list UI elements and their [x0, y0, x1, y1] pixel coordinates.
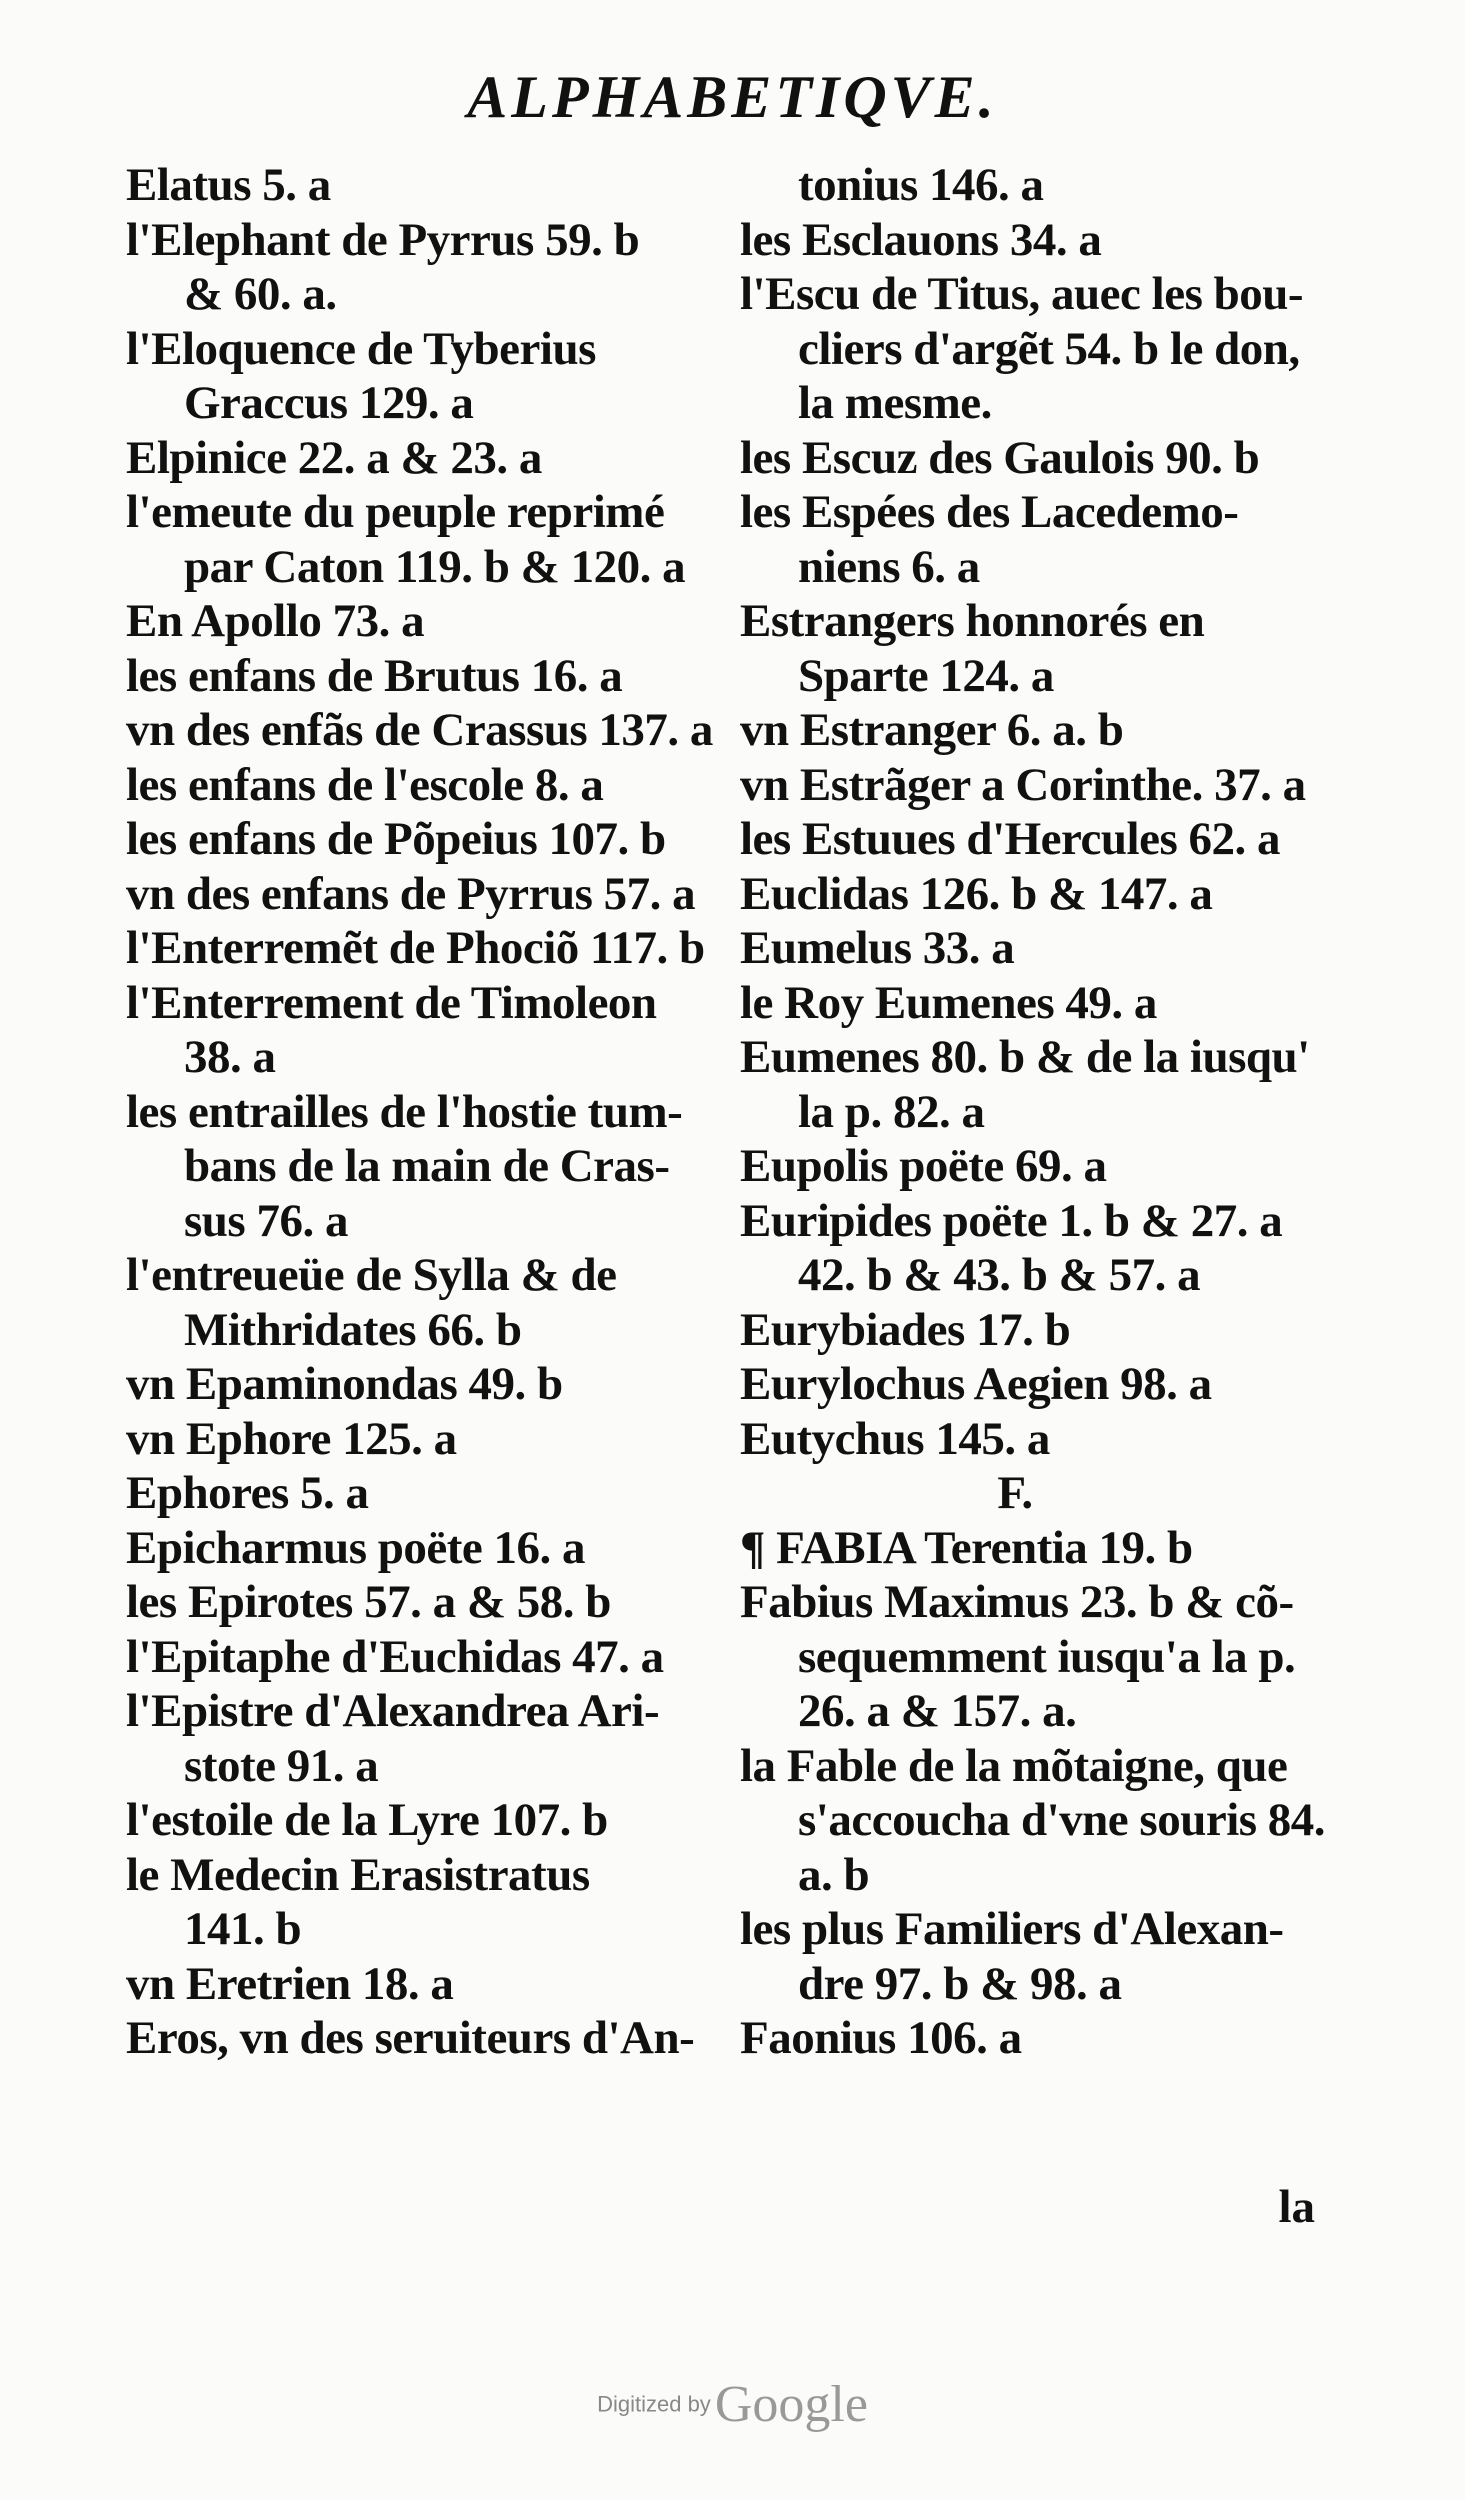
index-entry: Faonius 106. a	[740, 2012, 1022, 2064]
index-entry: Ephores 5. a	[126, 1467, 369, 1519]
index-entry: l'Epitaphe d'Euchidas 47. a	[126, 1630, 664, 1683]
index-entry: les enfans de Põpeius 107. b	[126, 813, 666, 865]
page-header: ALPHABETIQVE.	[467, 64, 998, 130]
index-entry: bans de la main de Cras-	[184, 1140, 670, 1192]
index-entry: la p. 82. a	[798, 1085, 985, 1138]
index-entry: l'Elephant de Pyrrus 59. b	[126, 213, 640, 266]
index-entry: l'entreueüe de Sylla & de	[126, 1249, 617, 1301]
index-column-left	[126, 158, 716, 2066]
index-entry: dre 97. b & 98. a	[798, 1957, 1122, 2010]
index-entry: vn des enfãs de Crassus 137. a	[126, 704, 713, 756]
index-entry: l'Epistre d'Alexandrea Ari-	[126, 1685, 660, 1737]
index-entry: En Apollo 73. a	[126, 595, 425, 647]
index-entry: ¶ FABIA Terentia 19. b	[740, 1521, 1193, 1574]
index-entry: Epicharmus poëte 16. a	[126, 1521, 585, 1574]
index-entry: par Caton 119. b & 120. a	[184, 540, 686, 593]
index-entry: a. b	[798, 1848, 870, 1901]
index-entry: Mithridates 66. b	[184, 1303, 522, 1356]
index-entry: Euclidas 126. b & 147. a	[740, 867, 1213, 920]
index-entry: les entrailles de l'hostie tum-	[126, 1085, 683, 1138]
index-entry: Elatus 5. a	[126, 159, 331, 211]
index-entry: l'Enterrement de Timoleon	[126, 976, 657, 1029]
index-entry: vn Epaminondas 49. b	[126, 1358, 563, 1410]
index-entry: vn Ephore 125. a	[126, 1412, 457, 1465]
scan-credit-brand: Google	[714, 2376, 868, 2433]
index-entry: l'Enterremẽt de Phociõ 117. b	[126, 922, 705, 974]
index-entry: niens 6. a	[798, 540, 980, 593]
index-entry: Eutychus 145. a	[740, 1412, 1050, 1465]
index-entry: tonius 146. a	[798, 159, 1044, 211]
index-entry: vn Estranger 6. a. b	[740, 704, 1124, 756]
index-entry: l'Eloquence de Tyberius	[126, 322, 596, 375]
scan-credit	[0, 2375, 1465, 2434]
index-entry: le Medecin Erasistratus	[126, 1848, 590, 1901]
index-entry: 38. a	[184, 1031, 276, 1083]
index-entry: les plus Familiers d'Alexan-	[740, 1903, 1284, 1955]
index-entry: 141. b	[184, 1903, 302, 1955]
index-entry: le Roy Eumenes 49. a	[740, 976, 1157, 1029]
index-entry: 42. b & 43. b & 57. a	[798, 1249, 1201, 1301]
index-entry: vn Eretrien 18. a	[126, 1957, 454, 2010]
index-entry: les Espées des Lacedemo-	[740, 486, 1239, 538]
index-entry: sus 76. a	[184, 1194, 348, 1247]
index-entry: Graccus 129. a	[184, 377, 474, 429]
index-entry: sequemment iusqu'a la p.	[798, 1630, 1296, 1683]
index-entry: les Epirotes 57. a & 58. b	[126, 1576, 611, 1628]
index-entry: Elpinice 22. a & 23. a	[126, 431, 542, 484]
index-entry: les enfans de l'escole 8. a	[126, 758, 604, 811]
index-entry: l'estoile de la Lyre 107. b	[126, 1794, 608, 1846]
index-entry: Eumelus 33. a	[740, 922, 1015, 974]
index-entry: l'Escu de Titus, auec les bou-	[740, 268, 1304, 320]
index-entry: vn Estrãger a Corinthe. 37. a	[740, 758, 1306, 811]
index-entry: Eupolis poëte 69. a	[740, 1140, 1107, 1192]
index-column-right	[740, 158, 1330, 2066]
index-entry: les Escuz des Gaulois 90. b	[740, 431, 1260, 484]
index-entry: Sparte 124. a	[798, 649, 1054, 702]
index-entry: s'accoucha d'vne souris 84.	[798, 1794, 1326, 1846]
index-entry: Eros, vn des seruiteurs d'An-	[126, 2012, 695, 2064]
scan-credit-prefix: Digitized by	[597, 2391, 711, 2417]
index-entry: Eurylochus Aegien 98. a	[740, 1358, 1212, 1410]
index-entry: Estrangers honnorés en	[740, 595, 1205, 647]
index-entry: Eumenes 80. b & de la iusqu'	[740, 1031, 1310, 1083]
catchword: la	[1278, 2181, 1315, 2233]
index-entry: cliers d'argẽt 54. b le don,	[798, 322, 1300, 375]
index-entry: la mesme.	[798, 377, 992, 429]
index-entry: vn des enfans de Pyrrus 57. a	[126, 867, 696, 920]
index-entry: 26. a & 157. a.	[798, 1685, 1077, 1737]
index-entry: Eurybiades 17. b	[740, 1303, 1071, 1356]
index-entry: la Fable de la mõtaigne, que	[740, 1739, 1288, 1792]
index-entry: les Estuues d'Hercules 62. a	[740, 813, 1281, 865]
index-entry: & 60. a.	[184, 268, 337, 320]
index-entry: les enfans de Brutus 16. a	[126, 649, 623, 702]
index-entry: l'emeute du peuple reprimé	[126, 486, 665, 538]
section-letter-heading: F.	[997, 1467, 1033, 1519]
index-entry: Fabius Maximus 23. b & cõ-	[740, 1576, 1294, 1628]
index-entry: Euripides poëte 1. b & 27. a	[740, 1194, 1283, 1247]
index-entry: stote 91. a	[184, 1739, 379, 1792]
index-entry: les Esclauons 34. a	[740, 213, 1102, 266]
